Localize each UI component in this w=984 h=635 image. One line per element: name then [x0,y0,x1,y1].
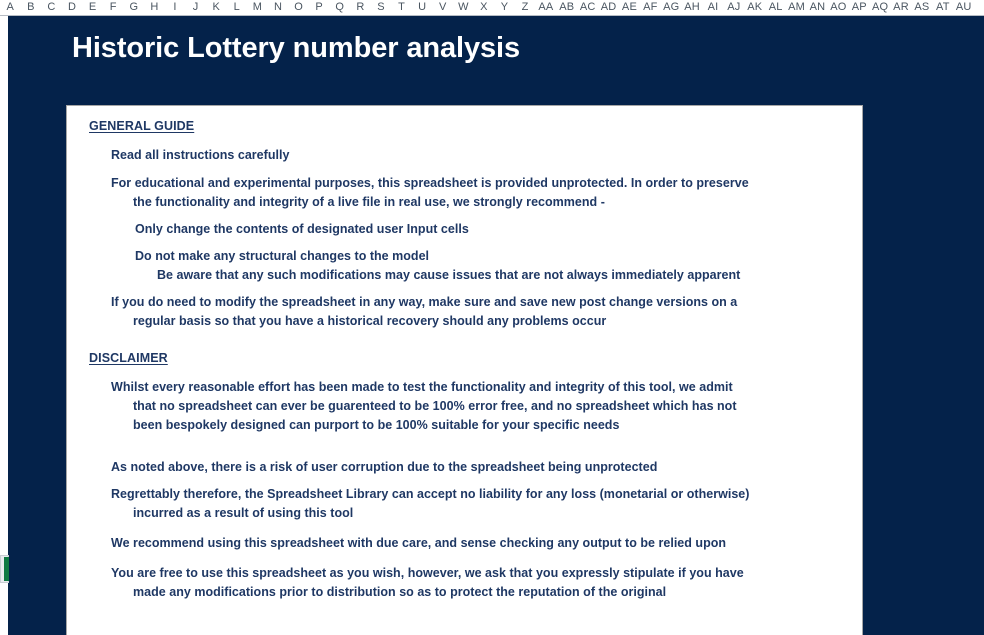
guide-paragraph [111,293,737,331]
column-header-v[interactable]: V [438,1,447,13]
column-header-ac[interactable]: AC [579,1,596,13]
column-header-s[interactable]: S [377,1,385,13]
column-header-ak[interactable]: AK [747,1,763,13]
column-header-m[interactable]: M [252,1,263,13]
column-header-ah[interactable]: AH [684,1,700,13]
guide-paragraph [135,247,740,285]
column-header-ap[interactable]: AP [851,1,867,13]
content-card [66,105,863,635]
column-header-n[interactable]: N [273,1,283,13]
guide-line: You are free to use this spreadsheet as you wish, however, we ask that you expressly stipulate if you have [111,566,744,580]
guide-line: Whilst every reasonable effort has been made to test the functionality and integrity of this tool, we admit [111,380,733,394]
guide-line: the functionality and integrity of a live file in real use, we strongly recommend - [133,195,605,209]
column-header-at[interactable]: AT [935,1,950,13]
column-header-as[interactable]: AS [914,1,930,13]
column-header-aj[interactable]: AJ [727,1,741,13]
guide-line: Only change the contents of designated user Input cells [135,222,469,236]
column-header-i[interactable]: I [173,1,177,13]
guide-line: As noted above, there is a risk of user corruption due to the spreadsheet being unprotected [111,460,658,474]
guide-paragraph [111,458,657,477]
guide-line: incurred as a result of using this tool [133,506,354,520]
column-header-an[interactable]: AN [809,1,826,13]
guide-paragraph [111,564,744,602]
column-header-r[interactable]: R [356,1,365,13]
column-header-q[interactable]: Q [335,1,345,13]
guide-line: We recommend using this spreadsheet with due care, and sense checking any output to be relied upon [111,536,727,550]
section-heading-general-guide: GENERAL GUIDE [89,119,195,133]
guide-paragraph [111,174,749,212]
guide-line: If you do need to modify the spreadsheet in any way, make sure and save new post change versions on a [111,295,738,309]
column-header-o[interactable]: O [294,1,303,13]
column-header-ad[interactable]: AD [600,1,617,13]
column-header-ai[interactable]: AI [707,1,719,13]
row-selection-indicator[interactable] [4,557,9,581]
guide-line: For educational and experimental purposes, this spreadsheet is provided unprotected. In order to preserve [111,176,749,190]
guide-line: Regrettably therefore, the Spreadsheet Library can accept no liability for any loss (monetarial or otherwise) [111,487,750,501]
column-header-k[interactable]: K [212,1,220,13]
column-header-p[interactable]: P [315,1,323,13]
column-header-c[interactable]: C [47,1,56,13]
column-header-y[interactable]: Y [500,1,509,13]
column-header-t[interactable]: T [398,1,406,13]
column-header-f[interactable]: F [109,1,117,13]
column-header-d[interactable]: D [68,1,77,13]
column-header-g[interactable]: G [129,1,139,13]
guide-line: Do not make any structural changes to the model [135,249,430,263]
column-header-ab[interactable]: AB [559,1,575,13]
page-title: Historic Lottery number analysis [72,32,521,64]
column-header-ae[interactable]: AE [621,1,637,13]
column-header-b[interactable]: B [27,1,35,13]
column-header-au[interactable]: AU [955,1,972,13]
column-header-aq[interactable]: AQ [871,1,889,13]
spreadsheet-column-headers[interactable] [0,0,984,16]
column-header-aa[interactable]: AA [538,1,554,13]
column-header-a[interactable]: A [6,1,15,13]
guide-line: Be aware that any such modifications may cause issues that are not always immediately apparent [157,268,741,282]
guide-paragraph [111,485,749,523]
column-header-h[interactable]: H [150,1,159,13]
column-header-ag[interactable]: AG [663,1,680,13]
column-header-am[interactable]: AM [788,1,806,13]
column-header-e[interactable]: E [88,1,97,13]
column-header-ar[interactable]: AR [893,1,909,13]
guide-paragraph [111,378,737,435]
guide-paragraph [135,220,469,239]
guide-line: made any modifications prior to distribution so as to protect the reputation of the original [133,585,667,599]
column-header-l[interactable]: L [233,1,240,13]
column-header-u[interactable]: U [418,1,427,13]
section-heading-disclaimer: DISCLAIMER [89,351,168,365]
guide-line: Read all instructions carefully [111,148,290,162]
guide-line: been bespokely designed can purport to be 100% suitable for your specific needs [133,418,620,432]
column-header-al[interactable]: AL [768,1,783,13]
guide-paragraph [111,146,289,165]
column-header-x[interactable]: X [480,1,488,13]
column-header-z[interactable]: Z [521,1,529,13]
guide-line: regular basis so that you have a historical recovery should any problems occur [133,314,607,328]
guide-line: that no spreadsheet can ever be guarenteed to be 100% error free, and no spreadsheet which has not [133,399,737,413]
guide-paragraph [111,534,726,553]
column-header-ao[interactable]: AO [830,1,847,13]
column-header-w[interactable]: W [458,1,469,13]
column-header-af[interactable]: AF [643,1,658,13]
column-header-j[interactable]: J [192,1,199,13]
